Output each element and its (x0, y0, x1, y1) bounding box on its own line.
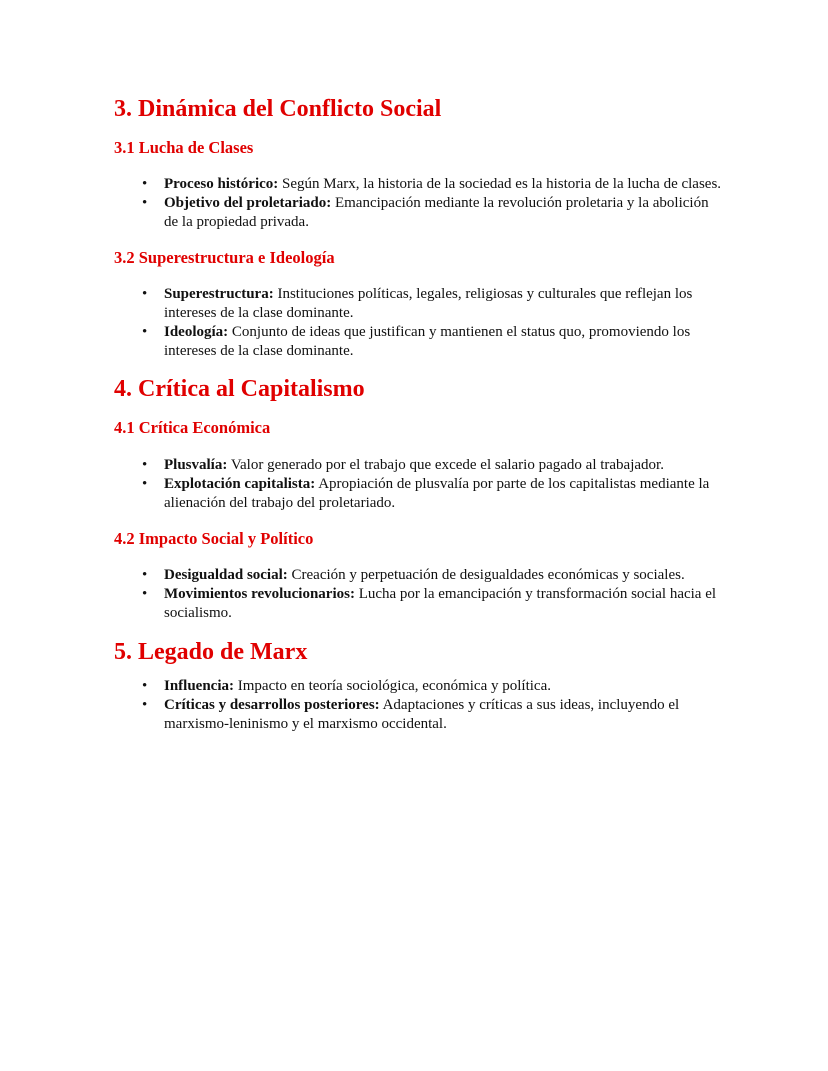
list-item (114, 475, 724, 513)
list-item (114, 194, 724, 232)
item-text: Valor generado por el trabajo que excede el salario pagado al trabajador. (227, 457, 664, 473)
document-page (114, 94, 724, 734)
subsection-heading: 4.2 Impacto Social y Político (114, 529, 314, 548)
list-item (114, 285, 724, 323)
item-text: Lucha por la emancipación y transformación social hacia el socialismo. (164, 586, 717, 621)
bullet-icon: • (142, 697, 148, 713)
subsection-heading: 3.1 Lucha de Clases (114, 138, 254, 157)
item-term: Desigualdad social: (164, 567, 288, 583)
item-term: Plusvalía: (164, 457, 228, 473)
item-text: Emancipación mediante la revolución proletaria y la abolición de la propiedad privada. (164, 195, 709, 230)
bullet-icon: • (142, 324, 148, 340)
item-text: Impacto en teoría sociológica, económica y política. (234, 678, 551, 694)
section-heading: 4. Crítica al Capitalismo (114, 376, 365, 402)
item-text: Conjunto de ideas que justifican y mantienen el status quo, promoviendo los intereses de la clase dominante. (164, 324, 691, 359)
subsection-heading: 4.1 Crítica Económica (114, 418, 271, 437)
item-text: Creación y perpetuación de desigualdades económicas y sociales. (287, 567, 685, 583)
bullet-icon: • (142, 195, 148, 211)
bullet-list (114, 677, 724, 734)
bullet-list (114, 566, 724, 623)
subsection-heading: 3.2 Superestructura e Ideología (114, 248, 335, 267)
item-text: Según Marx, la historia de la sociedad es la historia de la lucha de clases. (278, 176, 722, 192)
item-term: Críticas y desarrollos posteriores: (164, 697, 380, 713)
list-item (114, 677, 724, 696)
bullet-icon: • (142, 176, 148, 192)
list-item (114, 323, 724, 361)
list-item (114, 566, 724, 585)
bullet-icon: • (142, 567, 148, 583)
list-item (114, 175, 724, 194)
bullet-icon: • (142, 286, 148, 302)
bullet-list (114, 456, 724, 513)
bullet-list (114, 285, 724, 361)
bullet-icon: • (142, 678, 148, 694)
item-text: Adaptaciones y críticas a sus ideas, incluyendo el marxismo-leninismo y el marxismo occidental. (164, 697, 680, 732)
bullet-icon: • (142, 457, 148, 473)
list-item (114, 456, 724, 475)
section-heading: 5. Legado de Marx (114, 639, 308, 665)
bullet-icon: • (142, 476, 148, 492)
item-term: Influencia: (164, 678, 235, 694)
bullet-list (114, 175, 724, 232)
item-term: Objetivo del proletariado: (164, 195, 332, 211)
list-item (114, 585, 724, 623)
item-term: Explotación capitalista: (164, 476, 316, 492)
bullet-icon: • (142, 586, 148, 602)
item-term: Proceso histórico: (164, 176, 279, 192)
item-text: Apropiación de plusvalía por parte de los capitalistas mediante la alienación del trabajo del proletariado. (164, 476, 710, 511)
section-heading: 3. Dinámica del Conflicto Social (114, 96, 442, 122)
item-term: Ideología: (164, 324, 229, 340)
item-term: Superestructura: (164, 286, 274, 302)
item-term: Movimientos revolucionarios: (164, 586, 355, 602)
item-text: Instituciones políticas, legales, religiosas y culturales que reflejan los intereses de la clase dominante. (164, 286, 693, 321)
list-item (114, 696, 724, 734)
